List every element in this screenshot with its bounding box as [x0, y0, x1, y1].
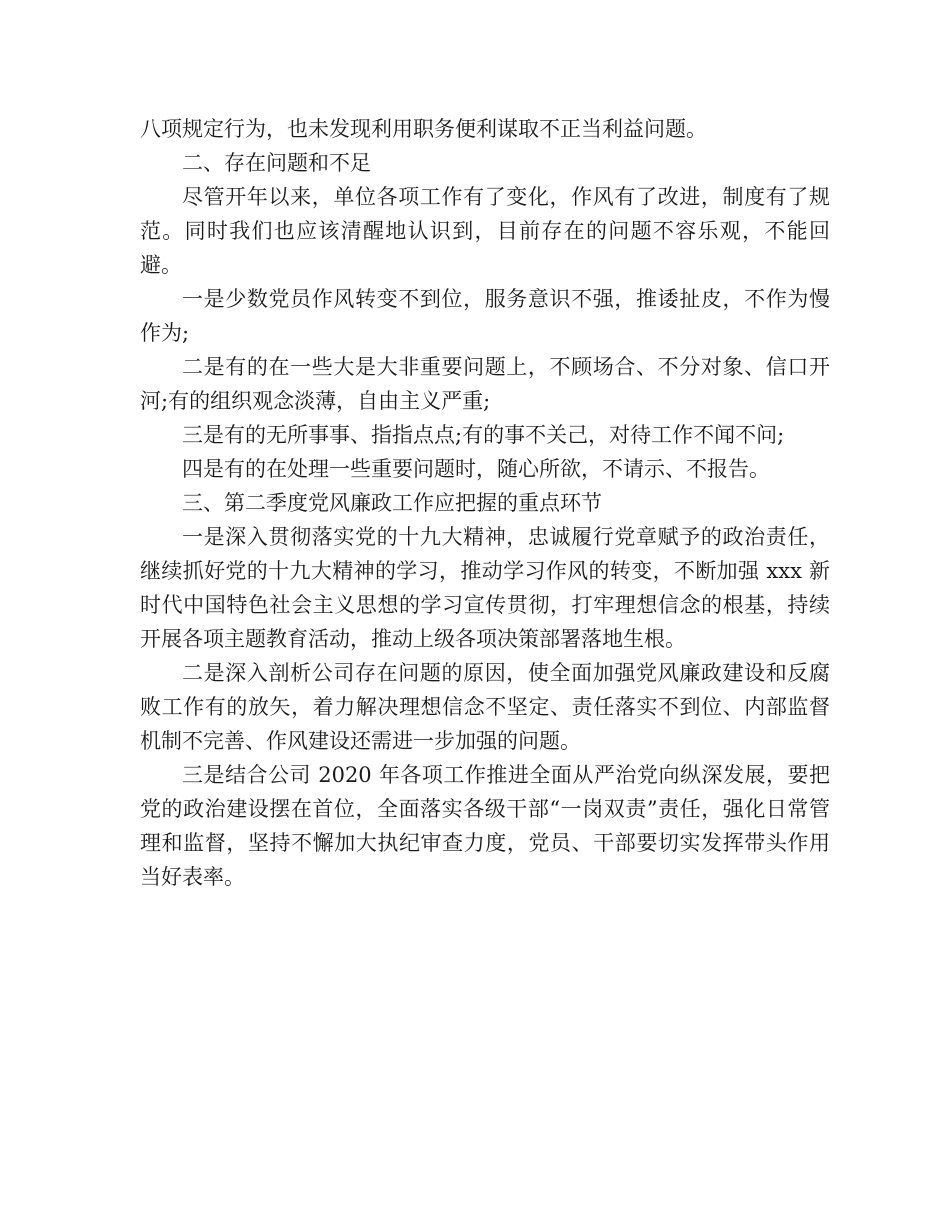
paragraph-key-point-3: 三是结合公司 2020 年各项工作推进全面从严治党向纵深发展，要把党的政治建设摆在首位，全面落实各级干部“一岗双责”责任，强化日常管理和监督，坚持不懈加大执纪审查力度，党员、干部要切实发挥带头作用当好表率。: [140, 763, 830, 889]
paragraph-continuation: 八项规定行为，也未发现利用职务便利谋取不正当利益问题。: [140, 117, 707, 141]
paragraph-key-point-2: 二是深入剖析公司存在问题的原因，使全面加强党风廉政建设和反腐败工作有的放矢，着力解决理想信念不坚定、责任落实不到位、内部监督机制不完善、作风建设还需进一步加强的问题。: [140, 661, 830, 753]
section-heading-key-points: 三、第二季度党风廉政工作应把握的重点环节: [182, 491, 602, 515]
paragraph-intro-problems: 尽管开年以来，单位各项工作有了变化，作风有了改进，制度有了规范。同时我们也应该清醒地认识到，目前存在的问题不容乐观，不能回避。: [140, 185, 830, 277]
section-heading-problems: 二、存在问题和不足: [182, 151, 371, 175]
paragraph-problem-1: 一是少数党员作风转变不到位，服务意识不强，推诿扯皮，不作为慢作为;: [140, 287, 830, 345]
paragraph-problem-3: 三是有的无所事事、指指点点;有的事不关己，对待工作不闻不问;: [182, 423, 785, 447]
paragraph-problem-2: 二是有的在一些大是大非重要问题上，不顾场合、不分对象、信口开河;有的组织观念淡薄，自由主义严重;: [140, 355, 830, 413]
document-body: [140, 112, 830, 894]
paragraph-problem-4: 四是有的在处理一些重要问题时，随心所欲，不请示、不报告。: [182, 457, 770, 481]
paragraph-key-point-1: 一是深入贯彻落实党的十九大精神，忠诚履行党章赋予的政治责任，继续抓好党的十九大精神的学习，推动学习作风的转变，不断加强 xxx 新时代中国特色社会主义思想的学习宣传贯彻，打牢理想信念的根基，持续开展各项主题教育活动，推动上级各项决策部署落地生根。: [140, 525, 830, 651]
